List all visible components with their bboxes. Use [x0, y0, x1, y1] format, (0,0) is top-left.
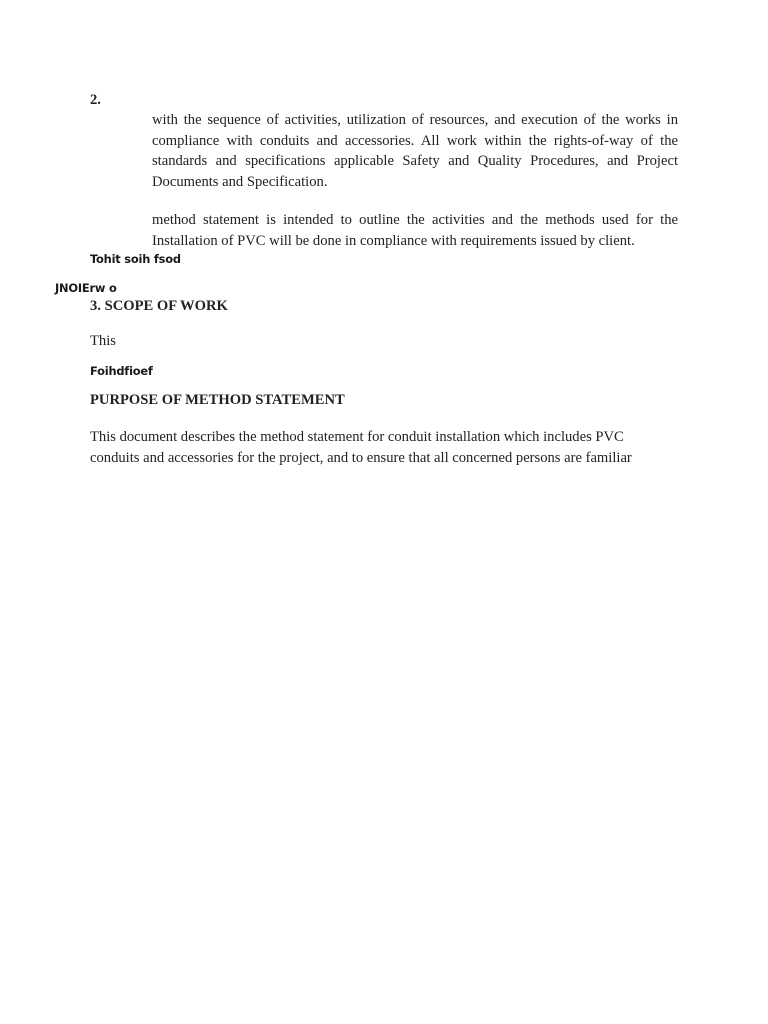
section-3-heading: 3. SCOPE OF WORK — [90, 298, 228, 314]
purpose-heading: PURPOSE OF METHOD STATEMENT — [90, 392, 345, 408]
section-2-paragraph-2 — [152, 210, 678, 251]
paragraph-line: Documents and Specification. — [152, 173, 328, 190]
paragraph-line: This document describes the method statement for conduit installation which includes PVC — [90, 429, 624, 445]
paragraph-line: with the sequence of activities, utilization of resources, and execution of the works in — [152, 112, 678, 128]
inserted-note: Tohit soih fsod — [90, 252, 181, 266]
paragraph-line: compliance with conduits and accessories. All work within the rights-of-way of the — [152, 132, 678, 149]
section-3-text: This — [90, 333, 116, 349]
paragraph-line: method statement is intended to outline the activities and the methods used for the — [152, 212, 678, 228]
section-2-paragraph-1 — [152, 110, 678, 192]
inserted-note: JNOIErw o — [55, 281, 117, 295]
purpose-paragraph — [90, 427, 632, 468]
inserted-note: Foihdfioef — [90, 364, 153, 378]
paragraph-line: standards and specifications applicable Safety and Quality Procedures, and Project — [152, 153, 678, 170]
paragraph-line: conduits and accessories for the project, and to ensure that all concerned persons are familiar — [90, 449, 632, 466]
paragraph-line: Installation of PVC will be done in compliance with requirements issued by client. — [152, 232, 635, 249]
section-number: 2. — [90, 92, 101, 108]
